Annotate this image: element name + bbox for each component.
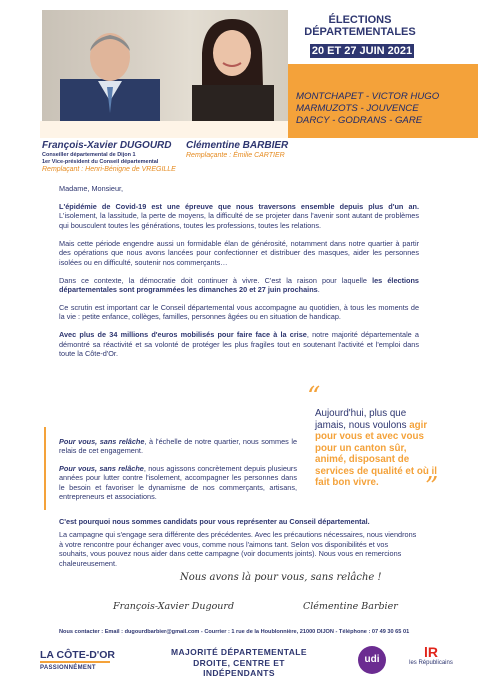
cote-dor-logo	[40, 650, 115, 673]
candidate-2-photo	[182, 13, 282, 121]
emphasis-text: Avec plus de 34 millions d'euros mobilisés pour faire face à la crise	[59, 330, 307, 340]
emphasis-text: Pour vous, sans relâche	[59, 437, 145, 446]
election-title-line1: ÉLECTIONS	[328, 14, 392, 26]
letter-paragraph: Mais cette période engendre aussi un formidable élan de générosité, notamment dans notre quartier à partir des opérations que nous avons lancées pour confectionner et distribuer des masques, aider les personnes isolées ou en difficulté, soutenir nos commerçants…	[59, 238, 419, 267]
commitment-paragraph	[59, 437, 297, 456]
candidate-2-name: Clémentine BARBIER	[186, 140, 289, 151]
canton-line: DARCY - GODRANS - GARE	[296, 115, 423, 126]
candidate-1-photo	[60, 21, 160, 121]
letter-body	[59, 184, 419, 367]
election-dates-badge: 20 ET 27 JUIN 2021	[311, 45, 413, 57]
emphasis-text: les élections départementales sont programmées les dimanches 20 et 27 juin prochains	[59, 275, 419, 295]
candidate-1-titles	[42, 152, 158, 165]
commitment-box	[59, 437, 297, 509]
quote-text: Aujourd'hui, plus que jamais, nous voulons	[315, 408, 410, 431]
candidates-photo	[42, 10, 288, 121]
letter-greeting: Madame, Monsieur,	[59, 184, 124, 193]
letter-paragraph	[59, 276, 419, 295]
election-title	[300, 14, 420, 38]
majority-line: MAJORITÉ DÉPARTEMENTALE	[171, 647, 307, 657]
quote-open-icon: “	[307, 382, 321, 412]
canton-line: MONTCHAPET - VICTOR HUGO	[296, 91, 440, 102]
cote-dor-logo-tagline: PASSIONNÉMENT	[40, 665, 96, 671]
candidate-1-title-line: 1er Vice-président du Conseil départemental	[42, 158, 159, 165]
quote-close-icon: ”	[425, 472, 439, 502]
quote-emphasis: agir pour vous et avec vous pour un canton sûr, animé, disposant de services de qualité et où il fait bon vivre.	[315, 419, 437, 488]
emphasis-text: L'épidémie de Covid-19 est une épreuve que nous traversons ensemble depuis plus d'un an.	[59, 202, 419, 211]
handwritten-note: Nous avons là pour vous, sans relâche !	[180, 572, 382, 583]
pull-quote	[315, 408, 437, 489]
candidate-1-substitute: Remplaçant : Henri-Bénigne de VREGILLE	[42, 166, 176, 173]
republicains-logo-mark: lR	[424, 644, 438, 660]
letter-paragraph: Ce scrutin est important car le Conseil départemental vous accompagne au quotidien, à tous les moments de la vie : petite enfance, collèges, familles, personnes âgées ou en situation de handicap.	[59, 303, 419, 322]
closing-section	[59, 517, 419, 572]
election-title-line2: DÉPARTEMENTALES	[304, 26, 416, 38]
cote-dor-logo-title: LA CÔTE-D'OR	[40, 649, 116, 661]
header-accent-strip	[40, 121, 288, 138]
cantons-list	[296, 91, 476, 127]
paragraph-text: , nous agissons concrètement depuis plusieurs années pour lutter contre l'isolement, accompagner les personnes dans le besoin et favoriser le dynamisme de nos commerçants, artisans, entrepreneurs et associations.	[59, 463, 298, 502]
letter-paragraph	[59, 202, 419, 230]
udi-logo: udi	[358, 646, 386, 674]
paragraph-text: L'isolement, la lassitude, la perte de moyens, la difficulté de se projeter dans l'avenir sont autant de problèmes qui bousculent toutes les générations, toutes les professions, toutes les relations.	[59, 211, 419, 230]
emphasis-text: Pour vous, sans relâche	[59, 463, 144, 473]
paragraph-text: , à l'échelle de notre quartier, nous sommes le relais de cet engagement.	[59, 437, 297, 456]
contact-line: Nous contacter : Email : dugourdbarbier@gmail.com - Courrier : 1 rue de la Houblonnière, 21000 DIJON - Téléphone : 07 49 30 65 01	[59, 629, 410, 635]
majority-label	[164, 647, 314, 679]
republicains-logo	[408, 644, 454, 680]
canton-line: MARMUZOTS - JOUVENCE	[296, 103, 419, 114]
candidate-1-title-line: Conseiller départemental de Dijon 1	[42, 152, 136, 158]
candidate-2-substitute: Remplaçante : Émilie CARTIER	[186, 152, 285, 159]
commitment-paragraph	[59, 464, 297, 502]
paragraph-text: .	[317, 285, 320, 295]
republicains-logo-text: les Républicains	[409, 660, 453, 666]
majority-line: DROITE, CENTRE ET INDÉPENDANTS	[193, 657, 285, 678]
signature-2: Clémentine Barbier	[303, 601, 398, 612]
closing-paragraph: La campagne qui s'engage sera différente des précédentes. Avec les précautions nécessaires, nous viendrons à votre rencontre pour échanger avec vous, comme nous l'aimons tant. Selon vos disponibilités et vos souhaits, vous pouvez nous aider dans cette campagne (voir documents joints). Nous vous en remercions chaleureusement.	[59, 530, 417, 568]
closing-heading: C'est pourquoi nous sommes candidats pour vous représenter au Conseil départemental.	[59, 517, 370, 526]
signature-1: François-Xavier Dugourd	[113, 601, 235, 612]
letter-paragraph	[59, 330, 419, 358]
paragraph-text: , notre majorité départementale a démontré sa réactivité et sa volonté de protéger les plus fragiles tout en soutenant l'activité et l'emploi dans toute la Côte-d'Or.	[59, 330, 419, 359]
paragraph-text: Dans ce contexte, la démocratie doit continuer à vivre. C'est la raison pour laquelle	[59, 275, 373, 285]
candidate-1-name: François-Xavier DUGOURD	[42, 140, 172, 151]
